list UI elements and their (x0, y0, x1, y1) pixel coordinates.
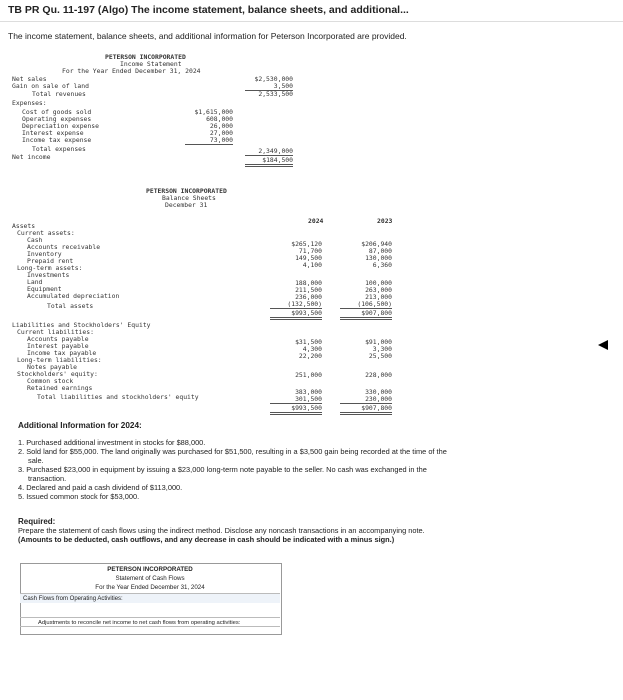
cf-adjustments-row[interactable]: Adjustments to reconcile net income to net cash flows from operating activities: (20, 617, 280, 627)
ap-2023: $91,000 (365, 338, 392, 346)
total-assets-2023: $907,800 (340, 309, 392, 320)
required-line-1: Prepare the statement of cash flows using the indirect method. Disclose any noncash transactions in an accompanying note. (18, 526, 425, 535)
interest-payable-2024: 4,300 (302, 345, 322, 353)
additional-item-3: 3. Purchased $23,000 in equipment by issuing a $23,000 long-term note payable to the seller. No cash was exchanged in the (18, 465, 427, 474)
net-income-value: $184,500 (245, 156, 293, 167)
gain-label: Gain on sale of land (12, 82, 89, 90)
cash-2023: $206,940 (361, 240, 392, 248)
total-le-label: Total liabilities and stockholders' equity (37, 393, 199, 401)
expense-label-interest: Interest expense (22, 129, 84, 137)
land-2023: 263,000 (365, 286, 392, 294)
additional-heading: Additional Information for 2024: (18, 421, 142, 430)
prepaid-2024: 4,100 (302, 261, 322, 269)
prepaid-2023: 6,360 (372, 261, 392, 269)
land-2024: 211,500 (295, 286, 322, 294)
additional-item-3b: transaction. (28, 474, 67, 483)
land-label: Land (27, 278, 43, 286)
ar-2024: 71,700 (298, 247, 322, 255)
cf-period: For the Year Ended December 31, 2024 (95, 584, 205, 591)
tax-payable-2024: 22,200 (298, 352, 322, 360)
additional-item-5: 5. Issued common stock for $53,000. (18, 492, 140, 501)
bs-year-2024: 2024 (308, 217, 324, 225)
is-title: Income Statement (120, 60, 182, 68)
cf-operating-row[interactable]: Cash Flows from Operating Activities: (20, 593, 280, 603)
total-le-2023: $907,800 (340, 404, 392, 415)
ap-2024: $31,500 (295, 338, 322, 346)
is-company: PETERSON INCORPORATED (105, 53, 186, 61)
inventory-label: Inventory (27, 250, 62, 258)
equipment-2023: 213,000 (365, 293, 392, 301)
cf-title: Statement of Cash Flows (115, 575, 185, 582)
expenses-label: Expenses: (12, 99, 47, 107)
cs-2024: 383,000 (295, 388, 322, 396)
prepaid-label: Prepaid rent (27, 257, 74, 265)
tax-payable-label: Income tax payable (27, 349, 97, 357)
acc-dep-2024: (132,500) (270, 300, 322, 309)
is-period: For the Year Ended December 31, 2024 (62, 67, 201, 75)
inventory-2023: 130,000 (365, 254, 392, 262)
investments-label: Investments (27, 271, 70, 279)
equipment-2024: 236,000 (295, 293, 322, 301)
net-sales-value: $2,530,000 (254, 75, 293, 83)
bs-date: December 31 (165, 201, 208, 209)
current-assets-label: Current assets: (17, 229, 75, 237)
expense-label-cogs: Cost of goods sold (22, 108, 92, 116)
total-le-2024: $993,500 (270, 404, 322, 415)
current-liab-label: Current liabilities: (17, 328, 94, 336)
notes-2023: 228,000 (365, 371, 392, 379)
cs-2023: 330,000 (365, 388, 392, 396)
total-assets-label: Total assets (47, 302, 94, 310)
re-2024: 301,500 (270, 395, 322, 404)
total-revenues-label: Total revenues (32, 90, 86, 98)
re-2023: 230,000 (340, 395, 392, 404)
ar-label: Accounts receivable (27, 243, 101, 251)
cs-label: Common stock (27, 377, 74, 385)
cf-header (20, 563, 280, 591)
tax-payable-2023: 25,500 (368, 352, 392, 360)
additional-item-2b: sale. (28, 456, 44, 465)
investments-2024: 188,000 (295, 279, 322, 287)
se-label: Stockholders' equity: (17, 370, 98, 378)
expense-label-operating: Operating expenses (22, 115, 92, 123)
intro-text: The income statement, balance sheets, and additional information for Peterson Incorporated are provided. (8, 31, 407, 41)
cash-2024: $265,120 (291, 240, 322, 248)
investments-2023: 100,000 (365, 279, 392, 287)
additional-item-2: 2. Sold land for $55,000. The land originally was purchased for $51,500, resulting in a $3,500 gain being recorded at the time of the (18, 447, 447, 456)
total-expenses-label: Total expenses (32, 145, 86, 153)
lt-liab-label: Long-term liabilities: (17, 356, 102, 364)
notes-2024: 251,000 (295, 371, 322, 379)
expense-label-tax: Income tax expense (22, 136, 92, 144)
expense-label-depreciation: Depreciation expense (22, 122, 99, 130)
interest-payable-2023: 3,300 (372, 345, 392, 353)
header-divider (0, 21, 623, 22)
additional-item-4: 4. Declared and paid a cash dividend of $113,000. (18, 483, 183, 492)
bs-title: Balance Sheets (162, 194, 216, 202)
equipment-label: Equipment (27, 285, 62, 293)
expense-value-cogs: $1,615,000 (194, 108, 233, 116)
notes-label: Notes payable (27, 363, 78, 371)
cf-company: PETERSON INCORPORATED (107, 566, 193, 573)
ar-2023: 87,000 (368, 247, 392, 255)
inventory-2024: 149,500 (295, 254, 322, 262)
assets-label: Assets (12, 222, 36, 230)
liab-eq-label: Liabilities and Stockholders' Equity (12, 321, 151, 329)
total-expenses-value: 2,349,000 (245, 147, 293, 156)
total-revenues-value: 2,533,500 (258, 90, 293, 98)
bs-year-2023: 2023 (377, 217, 393, 225)
additional-item-1: 1. Purchased additional investment in stocks for $88,000. (18, 438, 206, 447)
cash-label: Cash (27, 236, 43, 244)
net-income-label: Net income (12, 153, 51, 161)
acc-dep-label: Accumulated depreciation (27, 292, 120, 300)
total-assets-2024: $993,500 (270, 309, 322, 320)
net-sales-label: Net sales (12, 75, 47, 83)
bs-company: PETERSON INCORPORATED (146, 187, 227, 195)
expense-value-depreciation: 26,000 (209, 122, 233, 130)
expense-value-interest: 27,000 (209, 129, 233, 137)
question-title: TB PR Qu. 11-197 (Algo) The income statement, balance sheets, and additional... (8, 4, 409, 16)
required-heading: Required: (18, 517, 56, 526)
acc-dep-2023: (106,500) (340, 300, 392, 309)
expense-value-tax: 73,000 (185, 136, 233, 145)
interest-payable-label: Interest payable (27, 342, 89, 350)
mouse-pointer-icon (598, 340, 608, 350)
re-label: Retained earnings (27, 384, 93, 392)
lt-assets-label: Long-term assets: (17, 264, 83, 272)
expense-value-operating: 608,000 (206, 115, 233, 123)
gain-value: 3,500 (245, 82, 293, 91)
ap-label: Accounts payable (27, 335, 89, 343)
required-line-2: (Amounts to be deducted, cash outflows, and any decrease in cash should be indicated with a minus sign.) (18, 535, 395, 544)
